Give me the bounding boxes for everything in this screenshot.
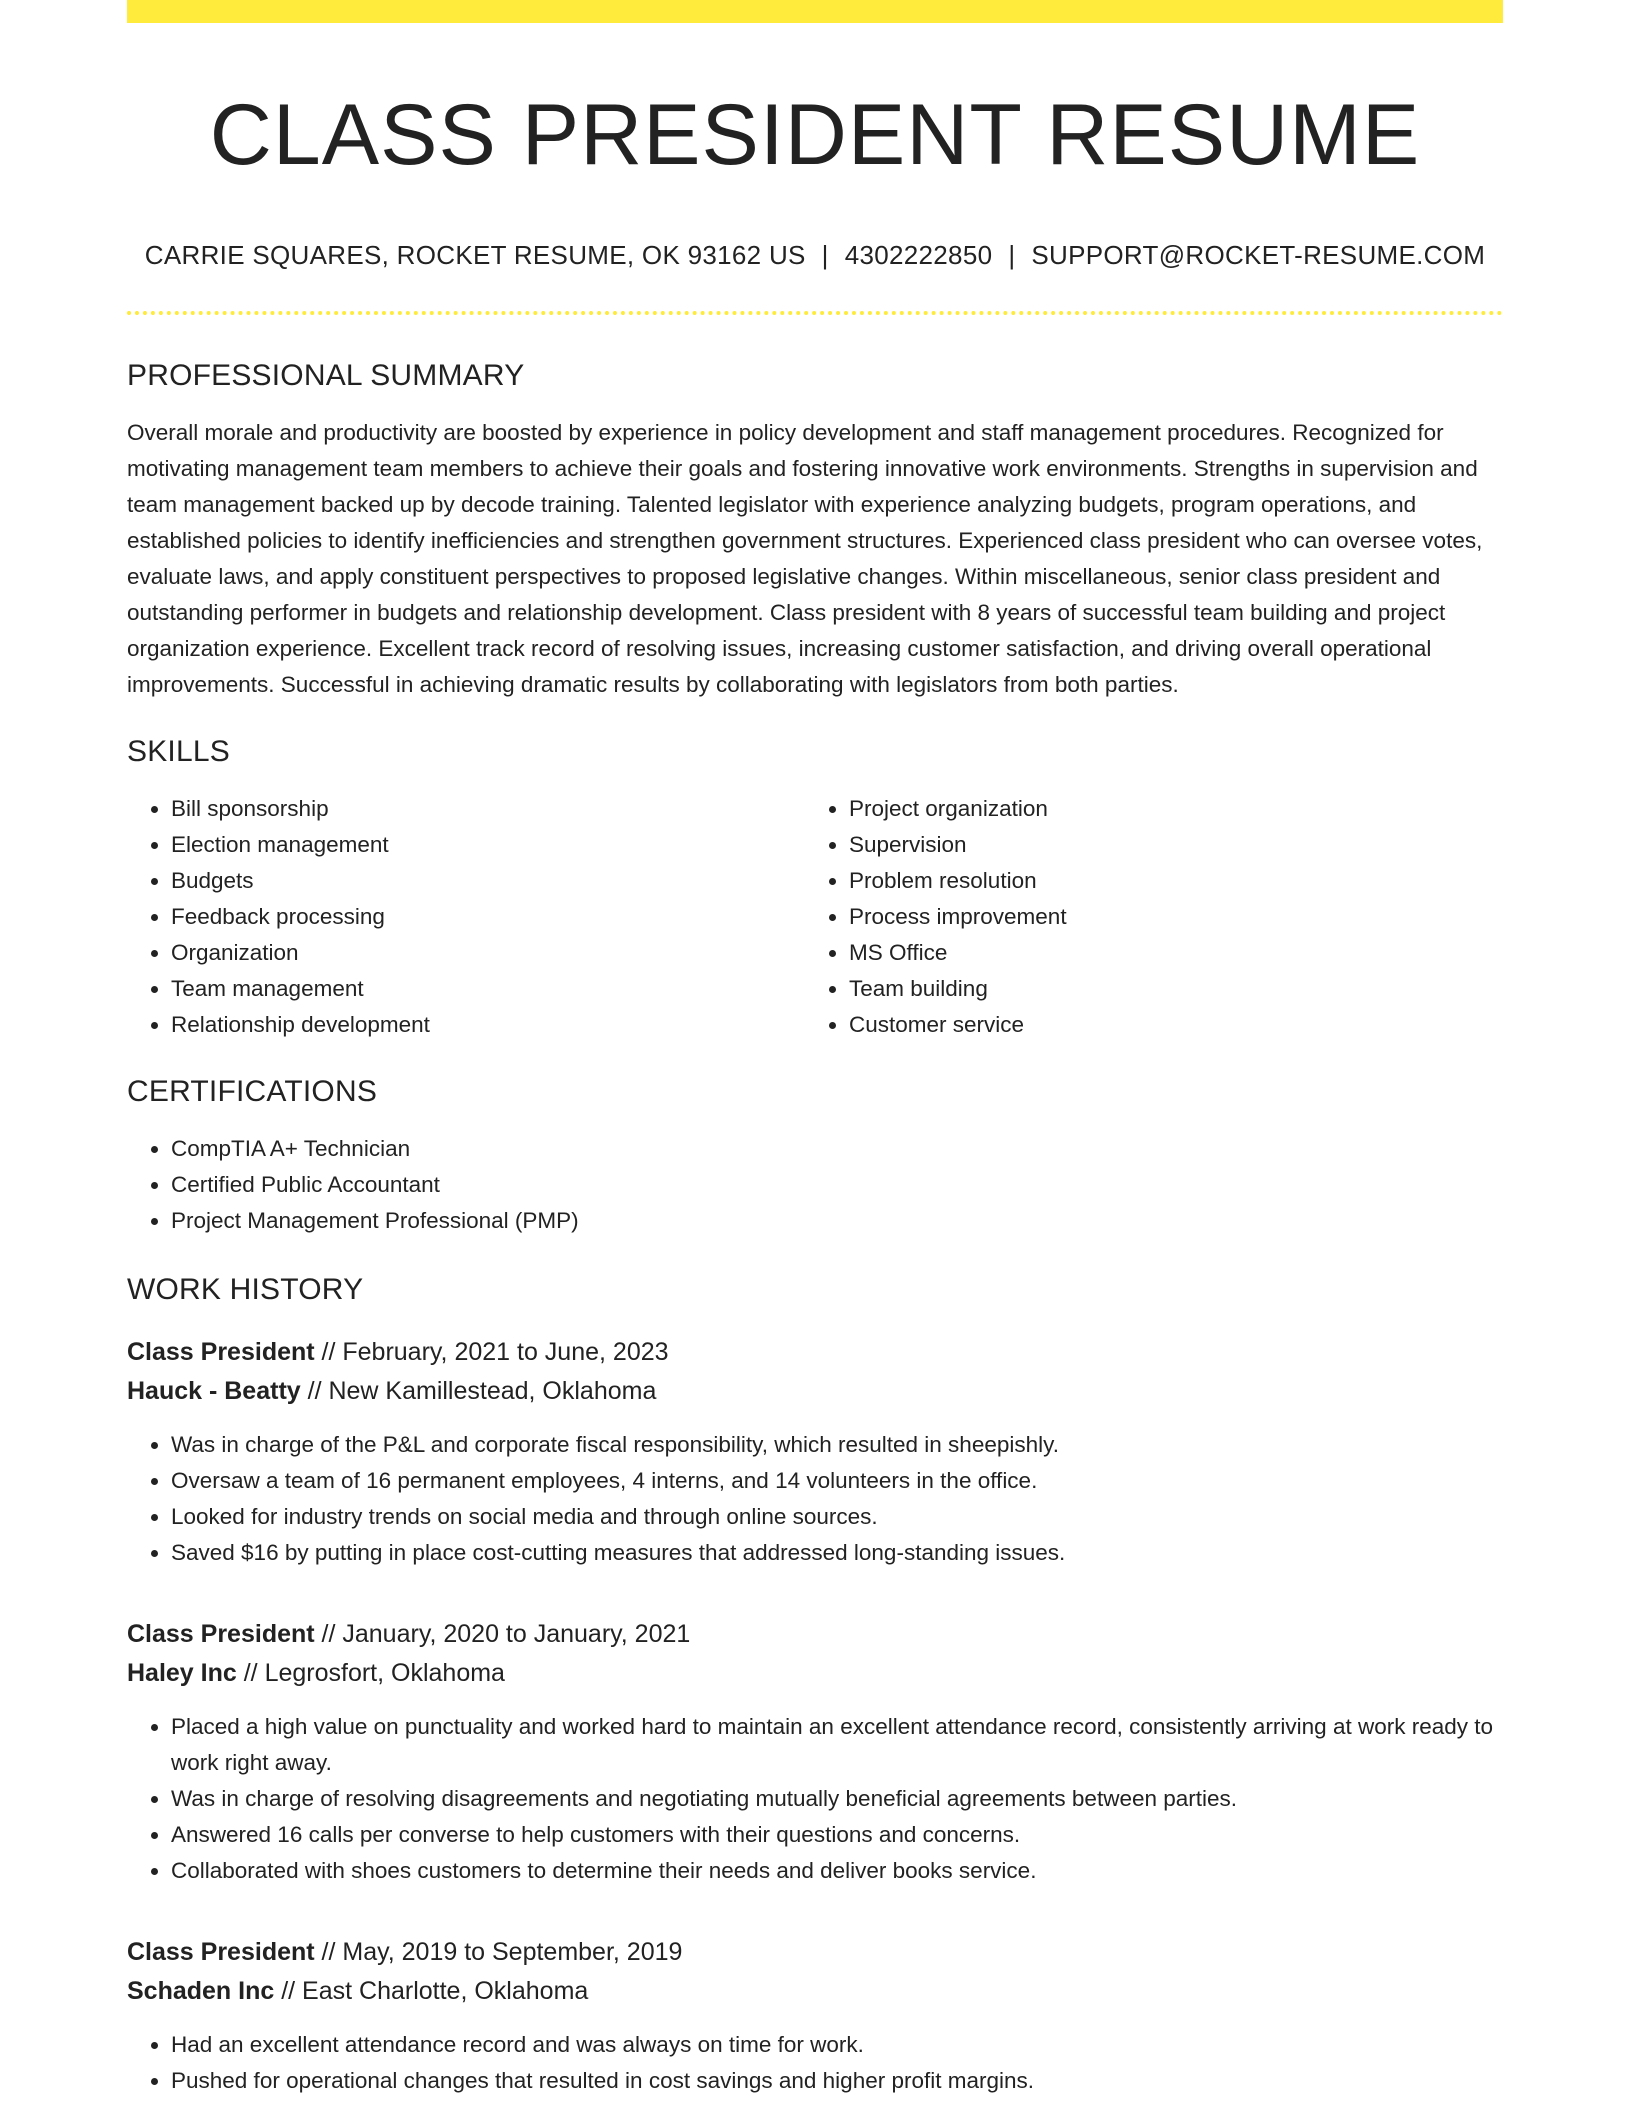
job-company-line — [127, 1654, 1503, 1693]
dotted-divider — [127, 311, 1503, 315]
skills-left-column — [127, 791, 805, 1043]
job-title-line — [127, 1333, 1503, 1372]
skill-item: • Team building — [849, 971, 1483, 1007]
job-company: Schaden Inc — [127, 1976, 275, 2005]
contact-address: CARRIE SQUARES, ROCKET RESUME, OK 93162 US — [144, 239, 806, 270]
job-entry — [127, 1333, 1503, 1571]
job-bullet: • Answered 16 calls per converse to help customers with their questions and concerns. — [171, 1817, 1503, 1853]
certifications-list — [127, 1131, 1503, 1239]
job-title: Class President — [127, 1937, 315, 1966]
skill-item: • Project organization — [849, 791, 1483, 827]
skills-columns — [127, 791, 1503, 1043]
certification-item: • CompTIA A+ Technician — [171, 1131, 1503, 1167]
skill-item: • Bill sponsorship — [171, 791, 805, 827]
job-bullet: • Saved $16 by putting in place cost-cutting measures that addressed long-standing issues. — [171, 1535, 1503, 1571]
job-bullets — [127, 2027, 1503, 2099]
job-bullet: • Oversaw a team of 16 permanent employees, 4 interns, and 14 volunteers in the office. — [171, 1463, 1503, 1499]
job-company: Haley Inc — [127, 1658, 237, 1687]
skills-left-list — [127, 791, 805, 1043]
skill-item: • Feedback processing — [171, 899, 805, 935]
top-accent-bar — [127, 0, 1503, 23]
job-entry — [127, 1615, 1503, 1889]
skills-right-list — [805, 791, 1483, 1043]
skill-item: • Problem resolution — [849, 863, 1483, 899]
skill-item: • Team management — [171, 971, 805, 1007]
job-company-line — [127, 1372, 1503, 1411]
job-entry — [127, 1933, 1503, 2099]
skills-heading: SKILLS — [127, 734, 230, 768]
job-bullet: • Looked for industry trends on social media and through online sources. — [171, 1499, 1503, 1535]
skill-item: • Organization — [171, 935, 805, 971]
skill-item: • Relationship development — [171, 1007, 805, 1043]
certification-item: • Project Management Professional (PMP) — [171, 1203, 1503, 1239]
skills-right-column — [805, 791, 1483, 1043]
job-title: Class President — [127, 1619, 315, 1648]
certifications-heading: CERTIFICATIONS — [127, 1074, 378, 1108]
skill-item: • Supervision — [849, 827, 1483, 863]
contact-separator: | — [1008, 239, 1016, 270]
job-bullet: • Collaborated with shoes customers to determine their needs and deliver books service. — [171, 1853, 1503, 1889]
summary-heading: PROFESSIONAL SUMMARY — [127, 358, 525, 392]
skill-item: • Election management — [171, 827, 805, 863]
job-dates: // January, 2020 to January, 2021 — [314, 1619, 691, 1648]
job-location: // East Charlotte, Oklahoma — [274, 1976, 589, 2005]
job-bullet: • Pushed for operational changes that resulted in cost savings and higher profit margins. — [171, 2063, 1503, 2099]
resume-page — [127, 0, 1503, 2099]
work-history-heading: WORK HISTORY — [127, 1272, 364, 1306]
job-bullet: • Was in charge of the P&L and corporate fiscal responsibility, which resulted in sheepishly. — [171, 1427, 1503, 1463]
job-location: // Legrosfort, Oklahoma — [236, 1658, 505, 1687]
job-title: Class President — [127, 1337, 315, 1366]
job-company-line — [127, 1972, 1503, 2011]
job-bullet: • Placed a high value on punctuality and worked hard to maintain an excellent attendance record, consistently arriving at work ready to work right away. — [171, 1709, 1503, 1781]
contact-line — [127, 240, 1503, 271]
summary-text: Overall morale and productivity are boosted by experience in policy development and staff management procedures. Recognized for motivating management team members to achieve their goals and fostering innovative work environments. Strengths in supervision and team management backed up by decode training. Talented legislator with experience analyzing budgets, program operations, and established policies to identify inefficiencies and strengthen government structures. Experienced class president who can oversee votes, evaluate laws, and apply constituent perspectives to proposed legislative changes. Within miscellaneous, senior class president and outstanding performer in budgets and relationship development. Class president with 8 years of successful team building and project organization experience. Excellent track record of resolving issues, increasing customer satisfaction, and driving overall operational improvements. Successful in achieving dramatic results by collaborating with legislators from both parties. — [127, 419, 1483, 697]
job-bullet: • Was in charge of resolving disagreements and negotiating mutually beneficial agreements between parties. — [171, 1781, 1503, 1817]
contact-separator: | — [821, 239, 829, 270]
job-title-line — [127, 1615, 1503, 1654]
job-dates: // February, 2021 to June, 2023 — [314, 1337, 669, 1366]
resume-title: CLASS PRESIDENT RESUME — [209, 87, 1421, 183]
skill-item: • Budgets — [171, 863, 805, 899]
job-dates: // May, 2019 to September, 2019 — [314, 1937, 683, 1966]
certification-item: • Certified Public Accountant — [171, 1167, 1503, 1203]
job-location: // New Kamillestead, Oklahoma — [300, 1376, 657, 1405]
skill-item: • MS Office — [849, 935, 1483, 971]
skill-item: • Process improvement — [849, 899, 1483, 935]
job-bullets — [127, 1709, 1503, 1889]
job-bullet: • Had an excellent attendance record and was always on time for work. — [171, 2027, 1503, 2063]
job-bullets — [127, 1427, 1503, 1571]
contact-email: SUPPORT@ROCKET-RESUME.COM — [1031, 239, 1486, 270]
job-title-line — [127, 1933, 1503, 1972]
job-company: Hauck - Beatty — [127, 1376, 301, 1405]
skill-item: • Customer service — [849, 1007, 1483, 1043]
contact-phone: 4302222850 — [844, 239, 993, 270]
